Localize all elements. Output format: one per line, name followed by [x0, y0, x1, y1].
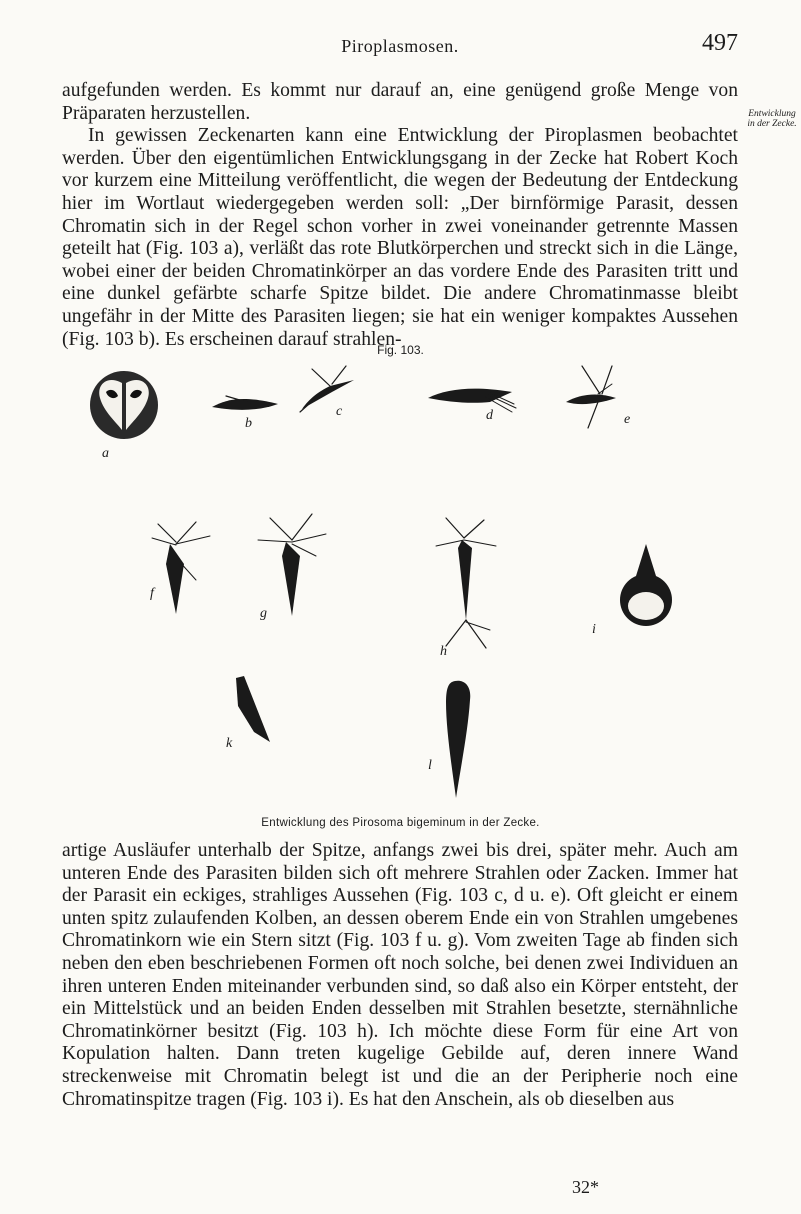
figure-l-form — [446, 681, 470, 798]
paragraph-3: artige Ausläufer unterhalb der Spitze, anfangs zwei bis drei, später mehr. Auch am unteren Ende des Parasiten bilden sich oft mehrere Strahlen oder Zacken. Immer hat der Parasit ein eckiges, strahliges Aussehen (Fig. 103 c, d u. e). Oft gleicht er einem unten spitz zulaufenden Kolben, an dessen oberem Ende ein von Strahlen umgebenes Chromatinkorn wie ein Stern sitzt (Fig. 103 f u. g). Vom zweiten Tage ab finden sich neben den eben beschriebenen Formen oft noch solche, bei denen zwei Individuen an ihren unteren Enden miteinander verbunden sind, so daß also ein Körper entsteht, der ein Mittelstück und an beiden Enden desselben mit Strahlen besetzte, sternähnliche Chromatinkörner besitzt (Fig. 103 h). Ich möchte diese Form für eine Art von Kopulation halten. Dann treten kugelige Gebilde auf, deren innere Wand streckenweise mit Chromatin belegt ist und die an der Peripherie noch eine Chromatinspitze tragen (Fig. 103 i). Es hat den Anschein, als ob dieselben aus — [62, 840, 738, 1110]
figure-i-form — [620, 544, 672, 626]
page-title: Piroplasmosen. — [341, 36, 459, 56]
figure-letter-b: b — [245, 416, 252, 431]
figure-e-form — [566, 366, 616, 428]
paragraph-1: aufgefunden werden. Es kommt nur darauf an, eine genügend große Menge von Präparaten herzustellen. — [62, 80, 738, 124]
figure-letter-i: i — [592, 622, 596, 637]
figure-c-form — [300, 366, 354, 412]
figure-letter-a: a — [102, 446, 109, 461]
figure-d-form — [428, 389, 516, 412]
figure-letter-h: h — [440, 644, 447, 659]
figure-letter-e: e — [624, 412, 631, 427]
body-text-bottom — [62, 840, 738, 1111]
figure-k-form — [236, 676, 270, 742]
paragraph-2: In gewissen Zeckenarten kann eine Entwicklung der Piroplasmen beobachtet werden. Über den eigentümlichen Entwicklungsgang in der Zecke hat Robert Koch vor kurzem eine Mitteilung veröffentlicht, die wegen der Bedeutung der Entdeckung hier im Wortlaut wiedergegeben werden soll: „Der birnförmige Parasit, dessen Chromatin sich in der Regel schon vorher in zwei voneinander getrennte Massen geteilt hat (Fig. 103 a), verläßt das rote Blutkörperchen und streckt sich in die Länge, wobei einer der beiden Chromatinkörper an das vordere Ende des Parasiten tritt und eine dunkel gefärbte scharfe Spitze bildet. Die andere Chromatinmasse bleibt ungefähr in der Mitte des Parasiten liegen; sie hat ein weniger kompaktes Aussehen (Fig. 103 b). Es erscheinen darauf strahlen- — [62, 125, 738, 350]
signature-mark: 32* — [572, 1177, 599, 1197]
figure-letter-c: c — [336, 404, 343, 419]
figure-g-form — [258, 514, 326, 616]
figure-b-form — [212, 396, 278, 410]
figure-label: Fig. 103. — [377, 343, 424, 357]
figure-a-cell — [90, 371, 158, 439]
figure-h-form — [436, 518, 496, 648]
margin-note: Entwicklung in der Zecke. — [747, 109, 797, 129]
figure-caption: Entwicklung des Pirosoma bigeminum in der Zecke. — [261, 817, 540, 829]
figure-letter-d: d — [486, 408, 493, 423]
page-number: 497 — [702, 30, 738, 56]
figure-letter-l: l — [428, 758, 432, 773]
figure-letter-f: f — [150, 586, 154, 601]
figure-letter-k: k — [226, 736, 233, 751]
figure-letter-g: g — [260, 606, 267, 621]
figure-f-form — [152, 522, 210, 614]
